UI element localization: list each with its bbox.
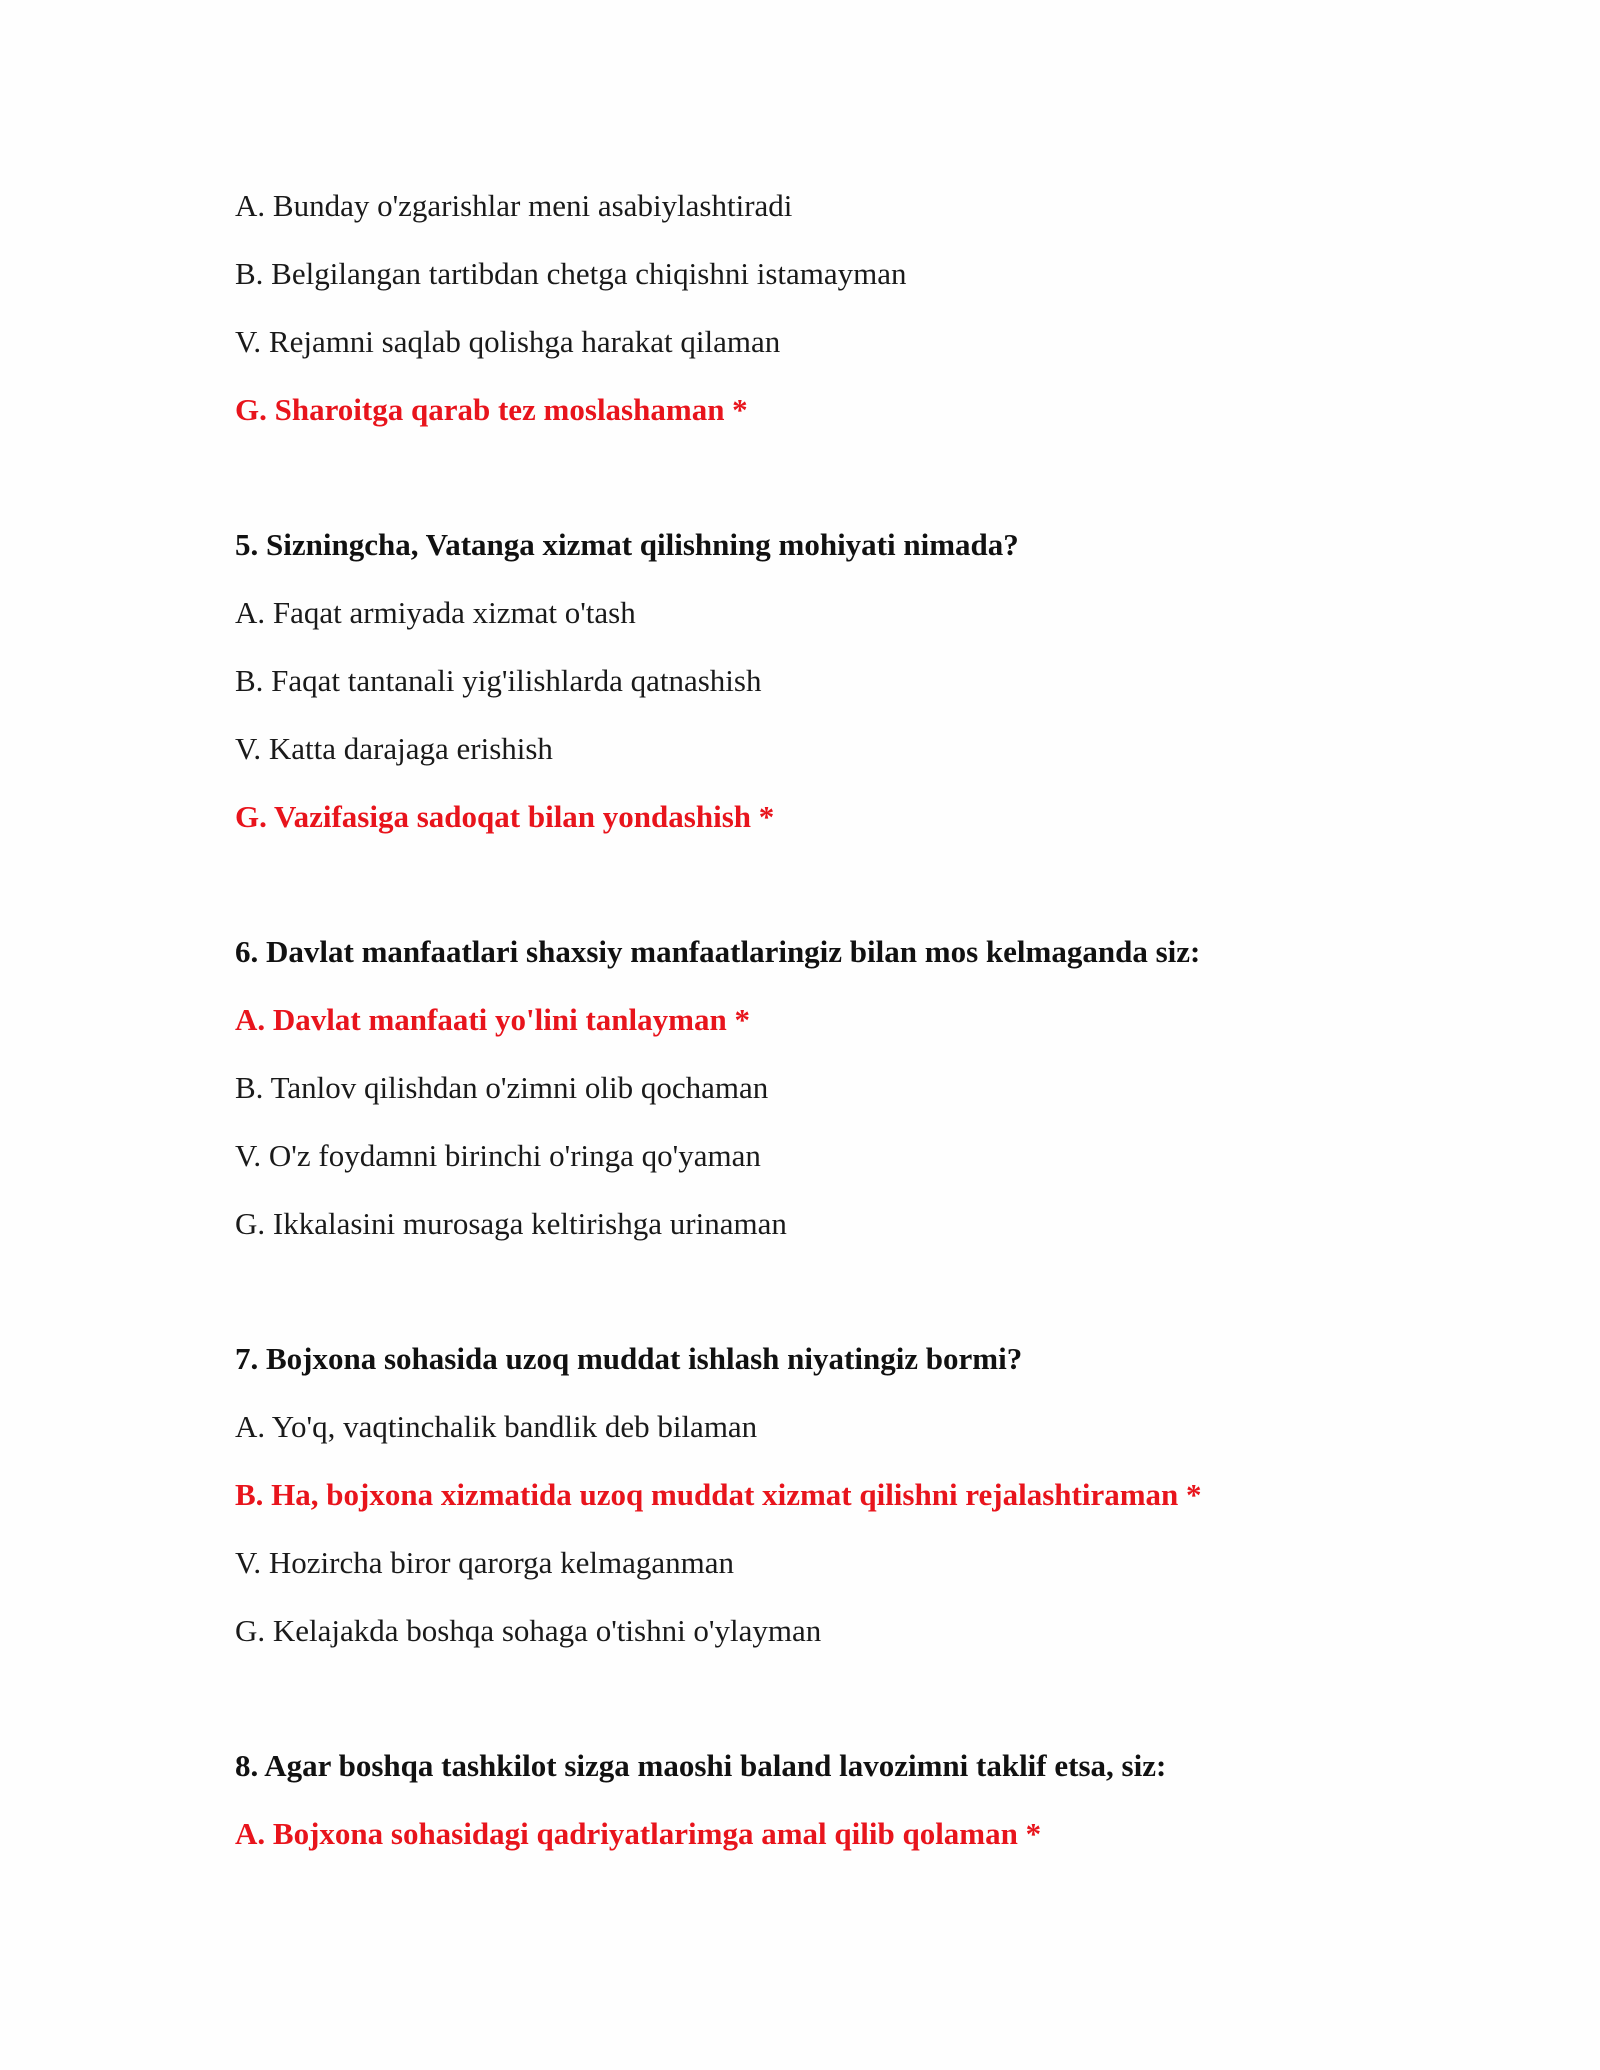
question-block-6 [235,932,1435,1244]
question-block-8 [235,1746,1435,1854]
option-a: A. Bunday o'zgarishlar meni asabiylashtiradi [235,188,793,223]
spacer [235,1679,1435,1746]
question-block-5 [235,525,1435,837]
option-a-correct: A. Davlat manfaati yo'lini tanlayman * [235,1002,750,1037]
option-g: G. Kelajakda boshqa sohaga o'tishni o'ylayman [235,1613,822,1648]
option-v: V. O'z foydamni birinchi o'ringa qo'yaman [235,1138,761,1173]
question-block-4-continued [235,186,1435,430]
option-g: G. Ikkalasini murosaga keltirishga urinaman [235,1206,787,1241]
spacer [235,458,1435,525]
option-a: A. Yo'q, vaqtinchalik bandlik deb bilaman [235,1409,758,1444]
option-b: B. Belgilangan tartibdan chetga chiqishni istamayman [235,256,907,291]
spacer [235,1272,1435,1339]
option-v: V. Rejamni saqlab qolishga harakat qilaman [235,324,781,359]
option-b: B. Faqat tantanali yig'ilishlarda qatnashish [235,663,762,698]
spacer [235,865,1435,932]
option-g-correct: G. Sharoitga qarab tez moslashaman * [235,392,748,427]
document-page [235,186,1435,1882]
option-v: V. Hozircha biror qarorga kelmaganman [235,1545,734,1580]
question-text: 6. Davlat manfaatlari shaxsiy manfaatlaringiz bilan mos kelmaganda siz: [235,934,1201,969]
question-text: 8. Agar boshqa tashkilot sizga maoshi baland lavozimni taklif etsa, siz: [235,1748,1167,1783]
question-text: 5. Sizningcha, Vatanga xizmat qilishning mohiyati nimada? [235,527,1019,562]
option-a-correct: A. Bojxona sohasidagi qadriyatlarimga amal qilib qolaman * [235,1816,1042,1851]
option-v: V. Katta darajaga erishish [235,731,553,766]
option-b-correct: B. Ha, bojxona xizmatida uzoq muddat xizmat qilishni rejalashtiraman * [235,1477,1202,1512]
option-b: B. Tanlov qilishdan o'zimni olib qochaman [235,1070,769,1105]
option-g-correct: G. Vazifasiga sadoqat bilan yondashish * [235,799,775,834]
question-block-7 [235,1339,1435,1651]
option-a: A. Faqat armiyada xizmat o'tash [235,595,636,630]
question-text: 7. Bojxona sohasida uzoq muddat ishlash niyatingiz bormi? [235,1341,1023,1376]
